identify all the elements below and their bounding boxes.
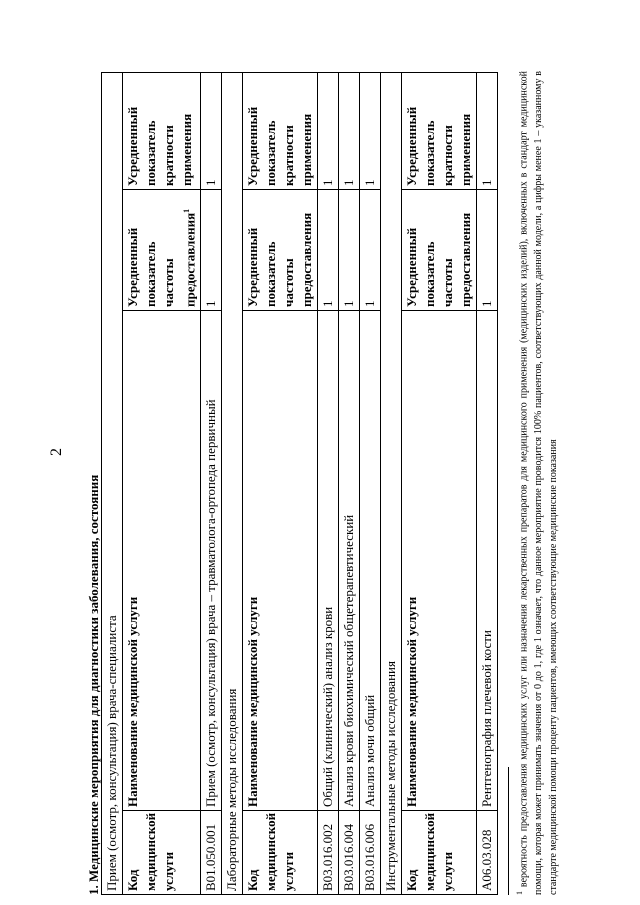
footnote-reference: 1	[182, 208, 191, 213]
frequency-value: 1	[318, 190, 339, 311]
header-row	[402, 72, 477, 894]
group-row	[381, 72, 402, 894]
table-row	[318, 72, 339, 894]
table-row	[339, 72, 360, 894]
group-row	[102, 72, 123, 894]
header-name: Наименование медицинской услуги	[123, 311, 201, 811]
frequency-value: 1	[201, 190, 222, 311]
service-name: Анализ мочи общий	[360, 311, 381, 811]
service-code: В03.016.006	[360, 811, 381, 895]
group-row	[222, 72, 243, 894]
service-code: В03.016.004	[339, 811, 360, 895]
header-multiplicity: Усредненный показатель кратности применения	[402, 72, 477, 189]
service-code: В01.050.001	[201, 811, 222, 895]
footnote-divider	[508, 767, 509, 895]
multiplicity-value: 1	[339, 72, 360, 189]
header-code: Код медицинской услуги	[402, 811, 477, 895]
multiplicity-value: 1	[318, 72, 339, 189]
header-frequency-text: Усредненный показатель частоты предоставления	[245, 212, 315, 307]
service-code: В03.016.002	[318, 811, 339, 895]
service-name: Общий (клинический) анализ крови	[318, 311, 339, 811]
frequency-value: 1	[360, 190, 381, 311]
service-code: А06.03.028	[477, 811, 498, 895]
service-name: Анализ крови биохимический общетерапевтический	[339, 311, 360, 811]
header-row	[123, 72, 201, 894]
header-frequency	[402, 190, 477, 311]
frequency-value: 1	[477, 190, 498, 311]
frequency-value: 1	[339, 190, 360, 311]
standards-table	[101, 72, 498, 895]
header-multiplicity: Усредненный показатель кратности применения	[243, 72, 318, 189]
multiplicity-value: 1	[360, 72, 381, 189]
section-title: 1. Медицинские мероприятия для диагностики заболевания, состояния	[86, 474, 101, 895]
multiplicity-value: 1	[201, 72, 222, 189]
header-name: Наименование медицинской услуги	[402, 311, 477, 811]
header-code: Код медицинской услуги	[123, 811, 201, 895]
service-name: Рентгенография плечевой кости	[477, 311, 498, 811]
table-row	[201, 72, 222, 894]
table-row	[477, 72, 498, 894]
header-frequency	[123, 190, 201, 311]
group-title: Прием (осмотр, консультация) врача-специалиста	[102, 72, 123, 894]
header-name: Наименование медицинской услуги	[243, 311, 318, 811]
footnote-text: вероятность предоставления медицинских услуг или назначения лекарственных препаратов для медицинского применения (медицинских изделий), включенных в стандарт медицинской помощи, которая может принимать значения от 0 до 1, где 1 означает, что данное мероприятие проводится 100% пациентов, соответствующих данной модели, а цифры менее 1 – указанному в стандарте медицинской помощи проценту пациентов, имеющих соответствующие медицинские показания	[518, 71, 560, 895]
multiplicity-value: 1	[477, 72, 498, 189]
header-multiplicity: Усредненный показатель кратности применения	[123, 72, 201, 189]
footnote	[512, 71, 561, 895]
header-code: Код медицинской услуги	[243, 811, 318, 895]
group-title: Лабораторные методы исследования	[222, 72, 243, 894]
standards-table-body	[102, 72, 498, 894]
page-number: 2	[48, 448, 65, 456]
footnote-marker: 1	[515, 891, 524, 895]
header-frequency-text: Усредненный показатель частоты предоставления	[125, 212, 198, 307]
table-row	[360, 72, 381, 894]
group-title: Инструментальные методы исследования	[381, 72, 402, 894]
header-frequency-text: Усредненный показатель частоты предоставления	[404, 212, 474, 307]
service-name: Прием (осмотр, консультация) врача – травматолога-ортопеда первичный	[201, 311, 222, 811]
header-frequency	[243, 190, 318, 311]
header-row	[243, 72, 318, 894]
